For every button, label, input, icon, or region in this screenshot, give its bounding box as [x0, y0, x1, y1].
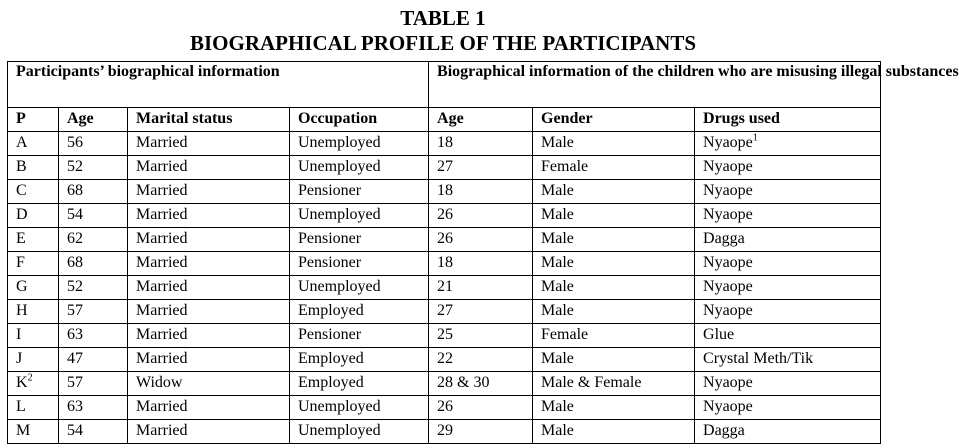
table-row: [8, 228, 881, 252]
drugs-used-cell-text: Nyaope: [703, 374, 753, 391]
gender-cell-text: Female: [541, 158, 589, 175]
table-row: [8, 132, 881, 156]
marital-status-cell-text: Married: [136, 350, 188, 367]
gender-cell: [533, 156, 695, 180]
drugs-used-cell-text: Nyaope: [703, 278, 753, 295]
gender-cell: [533, 204, 695, 228]
participant-age-cell-text: 68: [67, 254, 83, 271]
participant-age-cell-text: 57: [67, 302, 83, 319]
gender-cell-text: Male: [541, 230, 574, 247]
child-age-cell: [429, 372, 533, 396]
gender-cell: [533, 420, 695, 444]
participant-cell-text: I: [16, 326, 22, 343]
occupation-cell: [290, 300, 429, 324]
participant-cell-text: B: [16, 158, 27, 175]
occupation-cell: [290, 252, 429, 276]
marital-status-cell: [128, 252, 290, 276]
column-header-marital-status: Marital status: [128, 108, 290, 132]
marital-status-cell-text: Widow: [136, 374, 183, 391]
gender-cell: [533, 276, 695, 300]
column-header-gender: Gender: [533, 108, 695, 132]
drugs-used-cell: [695, 396, 881, 420]
participant-age-cell-text: 54: [67, 206, 83, 223]
occupation-cell-text: Unemployed: [298, 206, 381, 223]
participant-age-cell: [59, 348, 128, 372]
drugs-used-cell: [695, 156, 881, 180]
column-header-child-age: Age: [429, 108, 533, 132]
participants-group-header: Participants’ biographical information: [8, 62, 429, 108]
child-age-cell: [429, 324, 533, 348]
gender-cell-text: Male: [541, 254, 574, 271]
child-age-cell-text: 26: [437, 206, 454, 223]
drugs-used-cell: [695, 252, 881, 276]
occupation-cell-text: Employed: [298, 302, 364, 319]
table-number: TABLE 1: [400, 6, 486, 30]
gender-cell-text: Male & Female: [541, 374, 642, 391]
marital-status-cell-text: Married: [136, 422, 188, 439]
marital-status-cell: [128, 228, 290, 252]
marital-status-cell: [128, 276, 290, 300]
marital-status-cell: [128, 372, 290, 396]
gender-cell: [533, 132, 695, 156]
marital-status-cell-text: Married: [136, 182, 188, 199]
participant-cell-text: J: [16, 350, 23, 367]
marital-status-cell-text: Married: [136, 230, 188, 247]
marital-status-cell-text: Married: [136, 134, 188, 151]
participant-age-cell-text: 52: [67, 158, 83, 175]
participant-cell: [8, 252, 59, 276]
participant-cell-text: F: [16, 254, 25, 271]
column-header-drugs-used: Drugs used: [695, 108, 881, 132]
occupation-cell-text: Employed: [298, 374, 364, 391]
drugs-used-cell: [695, 228, 881, 252]
table-body: [8, 132, 881, 444]
column-header-row: [8, 108, 881, 132]
marital-status-cell: [128, 324, 290, 348]
child-age-cell: [429, 180, 533, 204]
gender-cell: [533, 180, 695, 204]
occupation-cell: [290, 180, 429, 204]
participant-cell: [8, 324, 59, 348]
gender-cell: [533, 324, 695, 348]
occupation-cell: [290, 420, 429, 444]
participant-age-cell: [59, 252, 128, 276]
table-title: [0, 6, 886, 56]
child-age-cell: [429, 420, 533, 444]
children-group-header: Biographical information of the children who are misusing illegal substances: [429, 62, 881, 108]
marital-status-cell: [128, 300, 290, 324]
footnote-marker: 2: [27, 372, 33, 384]
participant-cell: [8, 132, 59, 156]
participant-cell-text: L: [16, 398, 26, 415]
participant-age-cell-text: 56: [67, 134, 83, 151]
child-age-cell-text: 27: [437, 158, 454, 175]
gender-cell: [533, 300, 695, 324]
child-age-cell: [429, 396, 533, 420]
occupation-cell: [290, 276, 429, 300]
participant-cell: [8, 372, 59, 396]
participant-age-cell-text: 52: [67, 278, 83, 295]
gender-cell: [533, 396, 695, 420]
occupation-cell: [290, 396, 429, 420]
participant-cell: [8, 396, 59, 420]
participant-cell: [8, 276, 59, 300]
drugs-used-cell-text: Crystal Meth/Tik: [703, 350, 814, 367]
child-age-cell: [429, 156, 533, 180]
gender-cell-text: Male: [541, 134, 574, 151]
child-age-cell-text: 26: [437, 230, 454, 247]
child-age-cell-text: 27: [437, 302, 454, 319]
child-age-cell: [429, 300, 533, 324]
participant-cell-text: K: [16, 374, 28, 391]
drugs-used-cell-text: Nyaope: [703, 206, 753, 223]
marital-status-cell: [128, 132, 290, 156]
participant-age-cell-text: 57: [67, 374, 83, 391]
marital-status-cell-text: Married: [136, 326, 188, 343]
drugs-used-cell-text: Dagga: [703, 230, 745, 247]
participant-age-cell: [59, 324, 128, 348]
marital-status-cell: [128, 180, 290, 204]
occupation-cell: [290, 132, 429, 156]
participant-cell-text: H: [16, 302, 28, 319]
participant-age-cell: [59, 228, 128, 252]
marital-status-cell: [128, 420, 290, 444]
drugs-used-cell-text: Nyaope: [703, 302, 753, 319]
drugs-used-cell-text: Nyaope: [703, 158, 753, 175]
gender-cell: [533, 252, 695, 276]
participants-table: [7, 61, 959, 444]
gender-cell-text: Male: [541, 350, 574, 367]
table-row: [8, 276, 881, 300]
drugs-used-cell: [695, 324, 881, 348]
drugs-used-cell: [695, 300, 881, 324]
table-caption: BIOGRAPHICAL PROFILE OF THE PARTICIPANTS: [189, 31, 697, 55]
child-age-cell-text: 18: [437, 182, 454, 199]
gender-cell-text: Male: [541, 398, 574, 415]
drugs-used-cell-text: Glue: [703, 326, 735, 343]
child-age-cell-text: 25: [437, 326, 454, 343]
drugs-used-cell: [695, 372, 881, 396]
drugs-used-cell: [695, 180, 881, 204]
participant-age-cell-text: 63: [67, 398, 83, 415]
participant-cell: [8, 228, 59, 252]
drugs-used-cell-text: Nyaope: [703, 134, 753, 151]
table-row: [8, 372, 881, 396]
participant-cell: [8, 180, 59, 204]
gender-cell: [533, 228, 695, 252]
gender-cell-text: Male: [541, 278, 574, 295]
participant-age-cell: [59, 420, 128, 444]
gender-cell: [533, 372, 695, 396]
occupation-cell-text: Unemployed: [298, 422, 381, 439]
child-age-cell: [429, 276, 533, 300]
participant-age-cell-text: 63: [67, 326, 83, 343]
marital-status-cell-text: Married: [136, 278, 188, 295]
participant-cell: [8, 348, 59, 372]
child-age-cell-text: 26: [437, 398, 454, 415]
participant-age-cell: [59, 132, 128, 156]
table-row: [8, 180, 881, 204]
table-row: [8, 348, 881, 372]
participant-age-cell-text: 68: [67, 182, 83, 199]
participant-age-cell: [59, 204, 128, 228]
drugs-used-cell: [695, 348, 881, 372]
group-header-row: [8, 62, 881, 108]
table-row: [8, 324, 881, 348]
table-row: [8, 420, 881, 444]
child-age-cell: [429, 228, 533, 252]
occupation-cell: [290, 228, 429, 252]
participant-cell: [8, 204, 59, 228]
participant-age-cell: [59, 156, 128, 180]
table-row: [8, 396, 881, 420]
occupation-cell-text: Pensioner: [298, 254, 362, 271]
marital-status-cell-text: Married: [136, 302, 188, 319]
occupation-cell: [290, 372, 429, 396]
participant-age-cell-text: 47: [67, 350, 83, 367]
participant-age-cell: [59, 300, 128, 324]
child-age-cell-text: 21: [437, 278, 454, 295]
drugs-used-cell-text: Nyaope: [703, 182, 753, 199]
gender-cell-text: Male: [541, 206, 574, 223]
drugs-used-cell-text: Nyaope: [703, 254, 753, 271]
occupation-cell-text: Pensioner: [298, 230, 362, 247]
child-age-cell: [429, 132, 533, 156]
child-age-cell-text: 18: [437, 134, 454, 151]
child-age-cell-text: 18: [437, 254, 454, 271]
occupation-cell-text: Pensioner: [298, 182, 362, 199]
table-row: [8, 156, 881, 180]
participant-cell-text: A: [16, 134, 28, 151]
marital-status-cell-text: Married: [136, 398, 188, 415]
occupation-cell-text: Unemployed: [298, 158, 381, 175]
child-age-cell: [429, 252, 533, 276]
gender-cell: [533, 348, 695, 372]
footnote-marker: 1: [752, 132, 758, 144]
drugs-used-cell-text: Nyaope: [703, 398, 753, 415]
occupation-cell-text: Unemployed: [298, 278, 381, 295]
marital-status-cell-text: Married: [136, 158, 188, 175]
column-header-p: P: [8, 108, 59, 132]
drugs-used-cell-text: Dagga: [703, 422, 745, 439]
participant-cell-text: D: [16, 206, 28, 223]
occupation-cell-text: Pensioner: [298, 326, 362, 343]
participant-cell: [8, 300, 59, 324]
marital-status-cell: [128, 396, 290, 420]
table-row: [8, 252, 881, 276]
table-row: [8, 204, 881, 228]
participant-cell-text: M: [16, 422, 31, 439]
marital-status-cell: [128, 156, 290, 180]
participant-cell-text: G: [16, 278, 28, 295]
column-header-age: Age: [59, 108, 128, 132]
participant-cell: [8, 420, 59, 444]
occupation-cell: [290, 348, 429, 372]
participant-cell: [8, 156, 59, 180]
participant-age-cell: [59, 372, 128, 396]
occupation-cell: [290, 204, 429, 228]
gender-cell-text: Female: [541, 326, 589, 343]
gender-cell-text: Male: [541, 182, 574, 199]
drugs-used-cell: [695, 204, 881, 228]
occupation-cell: [290, 324, 429, 348]
drugs-used-cell: [695, 132, 881, 156]
marital-status-cell: [128, 348, 290, 372]
participant-age-cell: [59, 180, 128, 204]
gender-cell-text: Male: [541, 422, 574, 439]
occupation-cell-text: Unemployed: [298, 134, 381, 151]
occupation-cell-text: Unemployed: [298, 398, 381, 415]
drugs-used-cell: [695, 276, 881, 300]
occupation-cell: [290, 156, 429, 180]
child-age-cell: [429, 348, 533, 372]
marital-status-cell: [128, 204, 290, 228]
participant-cell-text: C: [16, 182, 27, 199]
column-header-occupation: Occupation: [290, 108, 429, 132]
participant-age-cell-text: 54: [67, 422, 83, 439]
marital-status-cell-text: Married: [136, 206, 188, 223]
occupation-cell-text: Employed: [298, 350, 364, 367]
marital-status-cell-text: Married: [136, 254, 188, 271]
participant-age-cell-text: 62: [67, 230, 83, 247]
participant-cell-text: E: [16, 230, 26, 247]
child-age-cell: [429, 204, 533, 228]
drugs-used-cell: [695, 420, 881, 444]
participant-age-cell: [59, 276, 128, 300]
participant-age-cell: [59, 396, 128, 420]
child-age-cell-text: 28 & 30: [437, 374, 490, 391]
child-age-cell-text: 22: [437, 350, 454, 367]
child-age-cell-text: 29: [437, 422, 454, 439]
gender-cell-text: Male: [541, 302, 574, 319]
table-row: [8, 300, 881, 324]
